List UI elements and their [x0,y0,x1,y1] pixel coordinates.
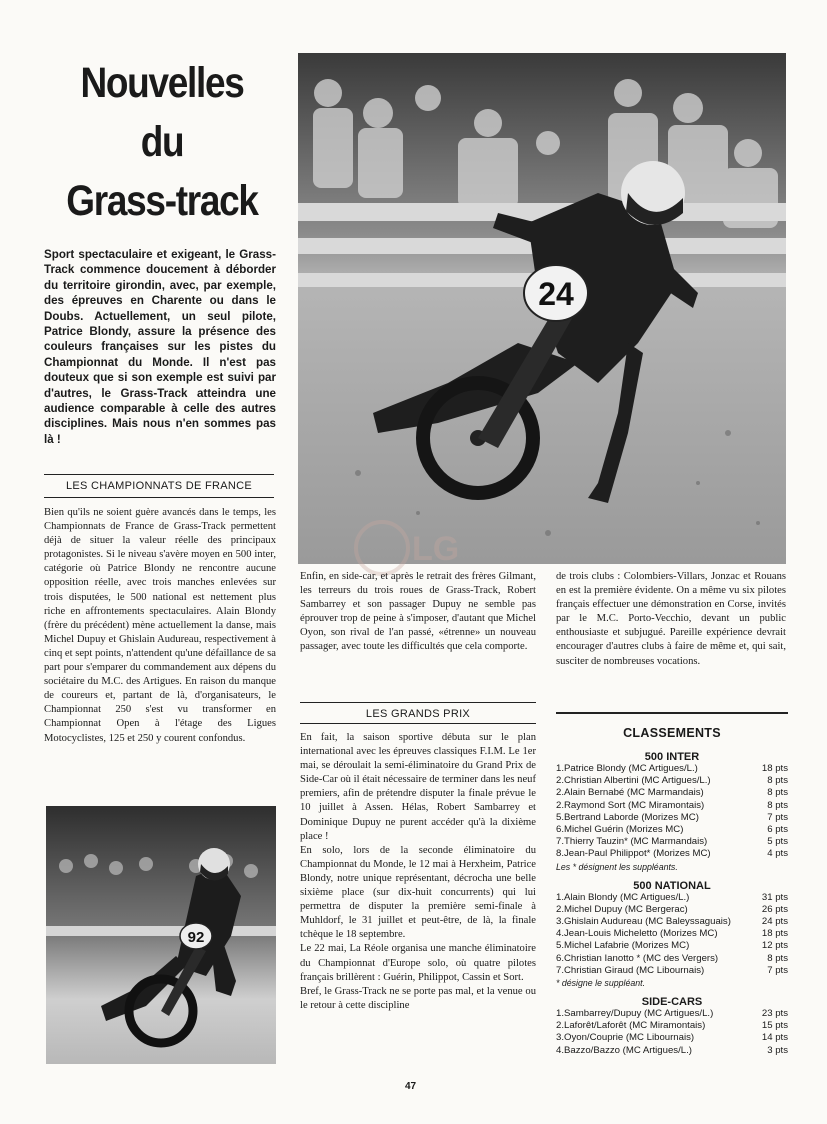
gp-paragraph: Bref, le Grass-Track ne se porte pas mal, et la venue ou le retour à cette discipline [300,985,536,1011]
group-side-cars [556,1008,788,1057]
sidecar-text: Enfin, en side-car, et après le retrait des frères Gilmant, les terreurs du trois roues de Grass-Track, Robert Sambarrey et son passager Dupuy ne semble pas éprouver trop de peine à s'imposer, d'autant que Michel Oyon, son rival de l'an passé, «étrenne» un nouveau passager, avec toute les difficultés que cela comporte. [300,571,536,653]
heading-championnats: LES CHAMPIONNATS DE FRANCE [44,474,274,498]
table-row: 5.Michel Lafabrie (Morizes MC) 12 pts [556,940,788,952]
group-500-inter [556,763,788,873]
table-row: 8.Jean-Paul Philippot* (Morizes MC) 4 pts [556,848,788,860]
championnats-text: Bien qu'ils ne soient guère avancés dans le temps, les Championnats de France de Grass-Track permettent déjà de situer la valeur réelle des principaux protagonistes. Si le niveau s'avère moyen en 500 inter, catégorie où Patrice Blondy ne rencontre aucune opposition réelle, avec trois manches enlevées sur trois disputées, le 500 national est nettement plus riche en affrontements spectaculaires. Alain Blondy (frère du précédent) mène actuellement la danse, mais Michel Dupuy et Ghislain Audureau, respectivement à cinq et sept points, n'attendent qu'une défaillance de sa part pour s'emparer du commandement aux dépens du sociétaire du M.C. des Artigues. En raison du manque de coureurs et, partant de là, d'organisateurs, le Championnat 250 s'est vu transformer en Championnat Open à l'étage des Ligues Motocyclistes, 125 et 250 y courent confondus. [44,507,276,744]
title-line-1: Nouvelles [80,59,244,107]
article-intro: Sport spectaculaire et exigeant, le Grass-Track commence doucement à déborder du territoire girondin, avec, par exemple, des épreuves en Charente ou dans le Doubs. Actuellement, un seul pilote, Patrice Blondy, assure la présence des couleurs françaises sur les pistes du Championnat du Monde. Il n'est pas douteux que si son exemple est suivi par d'autres, le Grass-Track atteindra une audience comparable à celle des autres disciplines. Mais nous n'en sommes pas là ! [44,248,276,446]
table-row: 3.Oyon/Couprie (MC Libournais) 14 pts [556,1032,788,1044]
gp-paragraph: Le 22 mai, La Réole organisa une manche éliminatoire du Championnat d'Europe solo, où quatre pilotes français brillèrent : Guérin, Philippot, Cassin et Sort. [300,943,536,983]
table-row: 4.Jean-Louis Micheletto (Morizes MC) 18 pts [556,928,788,940]
group-500-inter-title: 500 INTER [644,751,700,763]
classements-title: CLASSEMENTS [623,726,721,740]
heading-gp-rule [300,723,536,724]
gp-paragraph: En fait, la saison sportive débuta sur le plan international avec les épreuves classiques F.I.M. Le 1er mai, se déroulait la semi-éliminatoire du Grand Prix de Side-Car où il était nécessaire de terminer dans les neuf premiers, afin de prétendre disputer la finale prévue le 10 juillet à Assen. Hélas, Robert Sambarrey et Dominique Dupuy ne purent accéder qu'à la dixième place ! [300,732,536,842]
watermark-logo [352,518,462,578]
group-500-national-title: 500 NATIONAL [633,879,711,892]
group-500-national [556,892,788,989]
table-row: 3.Ghislain Audureau (MC Baleyssaguais) 24 pts [556,916,788,928]
grands-prix-text [300,731,536,1013]
table-row: 7.Christian Giraud (MC Libournais) 7 pts [556,964,788,976]
group-note: Les * désignent les suppléants. [556,861,678,872]
table-row: 5.Bertrand Laborde (Morizes MC) 7 pts [556,811,788,823]
table-row: 2.Laforêt/Laforêt (MC Miramontais) 15 pts [556,1020,788,1032]
table-row: 1.Alain Blondy (MC Artigues/L.) 31 pts [556,891,788,903]
table-row: 2.Alain Bernabé (MC Marmandais) 8 pts [556,787,788,799]
heading-rule [44,497,274,498]
table-row: 1.Sambarrey/Dupuy (MC Artigues/L.) 23 pts [556,1008,788,1020]
table-row: 1.Patrice Blondy (MC Artigues/L.) 18 pts [556,763,788,774]
small-photo-number: 92 [187,929,205,946]
table-row: 4.Bazzo/Bazzo (MC Artigues/L.) 3 pts [556,1044,788,1056]
table-row: 2.Michel Dupuy (MC Bergerac) 26 pts [556,903,788,915]
title-line-3: Grass-track [66,177,258,225]
group-note: * désigne le suppléant. [556,978,646,989]
group-side-cars-title: SIDE-CARS [641,996,703,1009]
table-row: 6.Christian Ianotto * (MC des Vergers) 8 pts [556,952,788,964]
page-number: 47 [405,1081,417,1092]
table-row: 7.Thierry Tauzin* (MC Marmandais) 5 pts [556,836,788,848]
right-column-text: de trois clubs : Colombiers-Villars, Jonzac et Rouans en est la première évidente. On a même vu six pilotes français effectuer une démonstration en Corse, invités par le M.C. Porto-Vecchio, devant un public enthousiaste et subjugué. Pareille expérience devrait encourager d'autres clubs à faire de même et, qui sait, susciter de nombreuses vocations. [556,571,786,667]
title-line-2: du [140,118,184,166]
table-row: 6.Michel Guérin (Morizes MC) 6 pts [556,824,788,836]
small-photo [46,806,276,1064]
svg-text:LG: LG [412,530,460,568]
classements-box [556,726,788,1057]
heading-grands-prix: LES GRANDS PRIX [300,702,536,725]
main-photo [298,53,786,564]
table-row: 2.Raymond Sort (MC Miramontais) 8 pts [556,799,788,811]
article-title [62,54,262,231]
table-row: 2.Christian Albertini (MC Artigues/L.) 8 pts [556,775,788,787]
main-photo-number: 24 [538,276,574,312]
gp-paragraph: En solo, lors de la seconde éliminatoire du Championnat du Monde, le 12 mai à Herxheim, Patrice Blondy, notre unique représentant, décrocha une belle sixième place (sur dix-huit concurrents) qui lui permettra de disputer la première semi-finale à Muhldorf, le 31 juillet et peut-être, de là, la finale tchèque le 18 septembre. [300,844,536,941]
classements-rule [556,712,788,714]
